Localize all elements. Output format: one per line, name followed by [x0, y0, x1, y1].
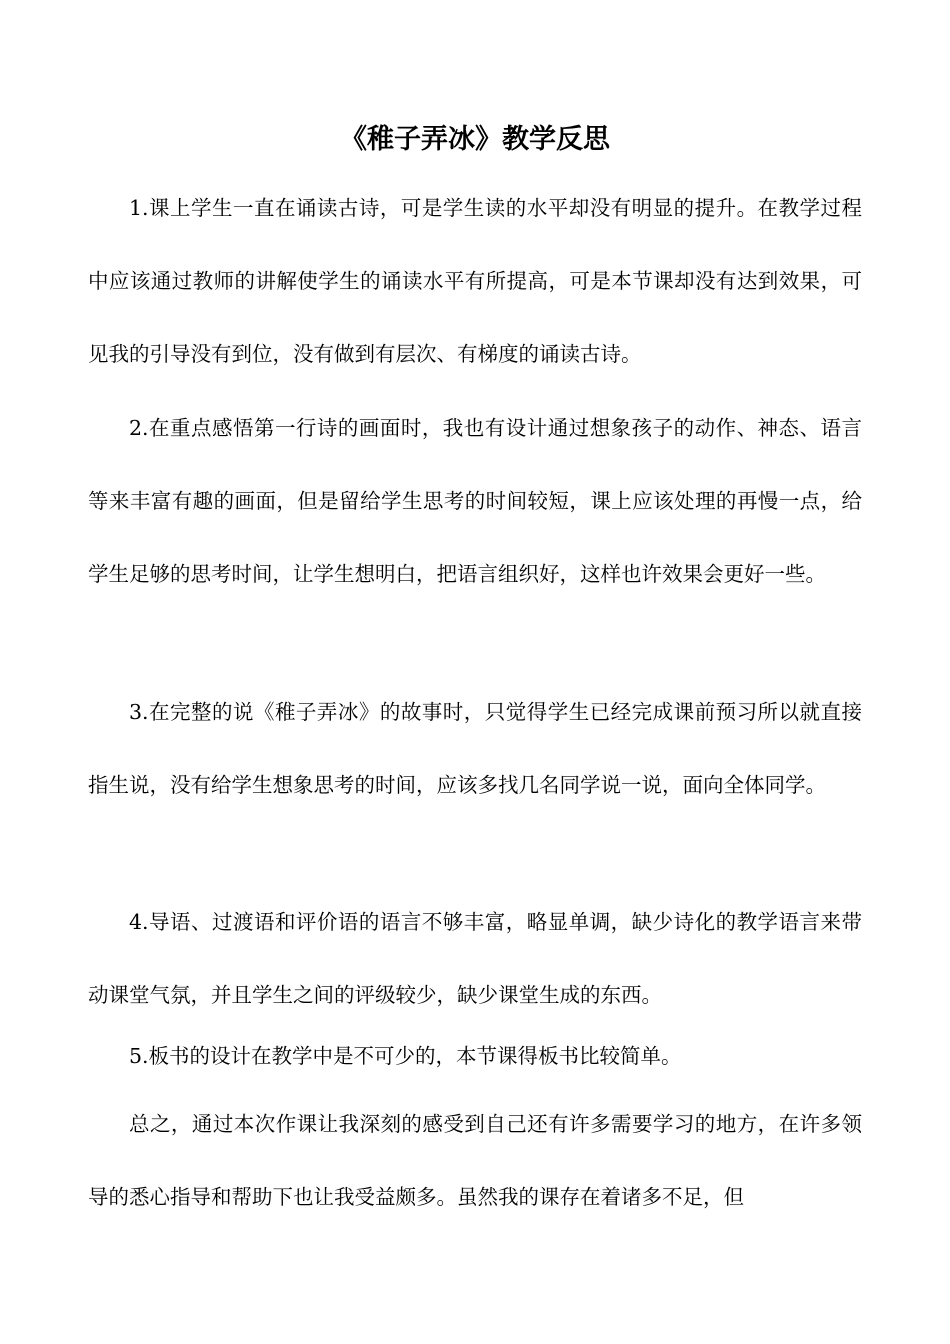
paragraph-2: 2.在重点感悟第一行诗的画面时，我也有设计通过想象孩子的动作、神态、语言等来丰富有趣的画面，但是留给学生思考的时间较短，课上应该处理的再慢一点，给学生足够的思考时间，让学生想明白，把语言组织好，这样也许效果会更好一些。: [88, 416, 862, 586]
paragraph-3: 3.在完整的说《稚子弄冰》的故事时，只觉得学生已经完成课前预习所以就直接指生说，没有给学生想象思考的时间，应该多找几名同学说一说，面向全体同学。: [88, 700, 862, 797]
paragraph-4: 4.导语、过渡语和评价语的语言不够丰富，略显单调，缺少诗化的教学语言来带动课堂气氛，并且学生之间的评级较少，缺少课堂生成的东西。: [88, 910, 862, 1007]
document-title: 《稚子弄冰》教学反思: [340, 124, 610, 155]
paragraph-1: 1.课上学生一直在诵读古诗，可是学生读的水平却没有明显的提升。在教学过程中应该通过教师的讲解使学生的诵读水平有所提高，可是本节课却没有达到效果，可见我的引导没有到位，没有做到有层次、有梯度的诵读古诗。: [88, 196, 862, 366]
paragraph-summary: 总之，通过本次作课让我深刻的感受到自己还有许多需要学习的地方，在许多领导的悉心指导和帮助下也让我受益颇多。虽然我的课存在着诸多不足，但: [88, 1112, 862, 1209]
paragraph-5: 5.板书的设计在教学中是不可少的，本节课得板书比较简单。: [129, 1044, 682, 1068]
